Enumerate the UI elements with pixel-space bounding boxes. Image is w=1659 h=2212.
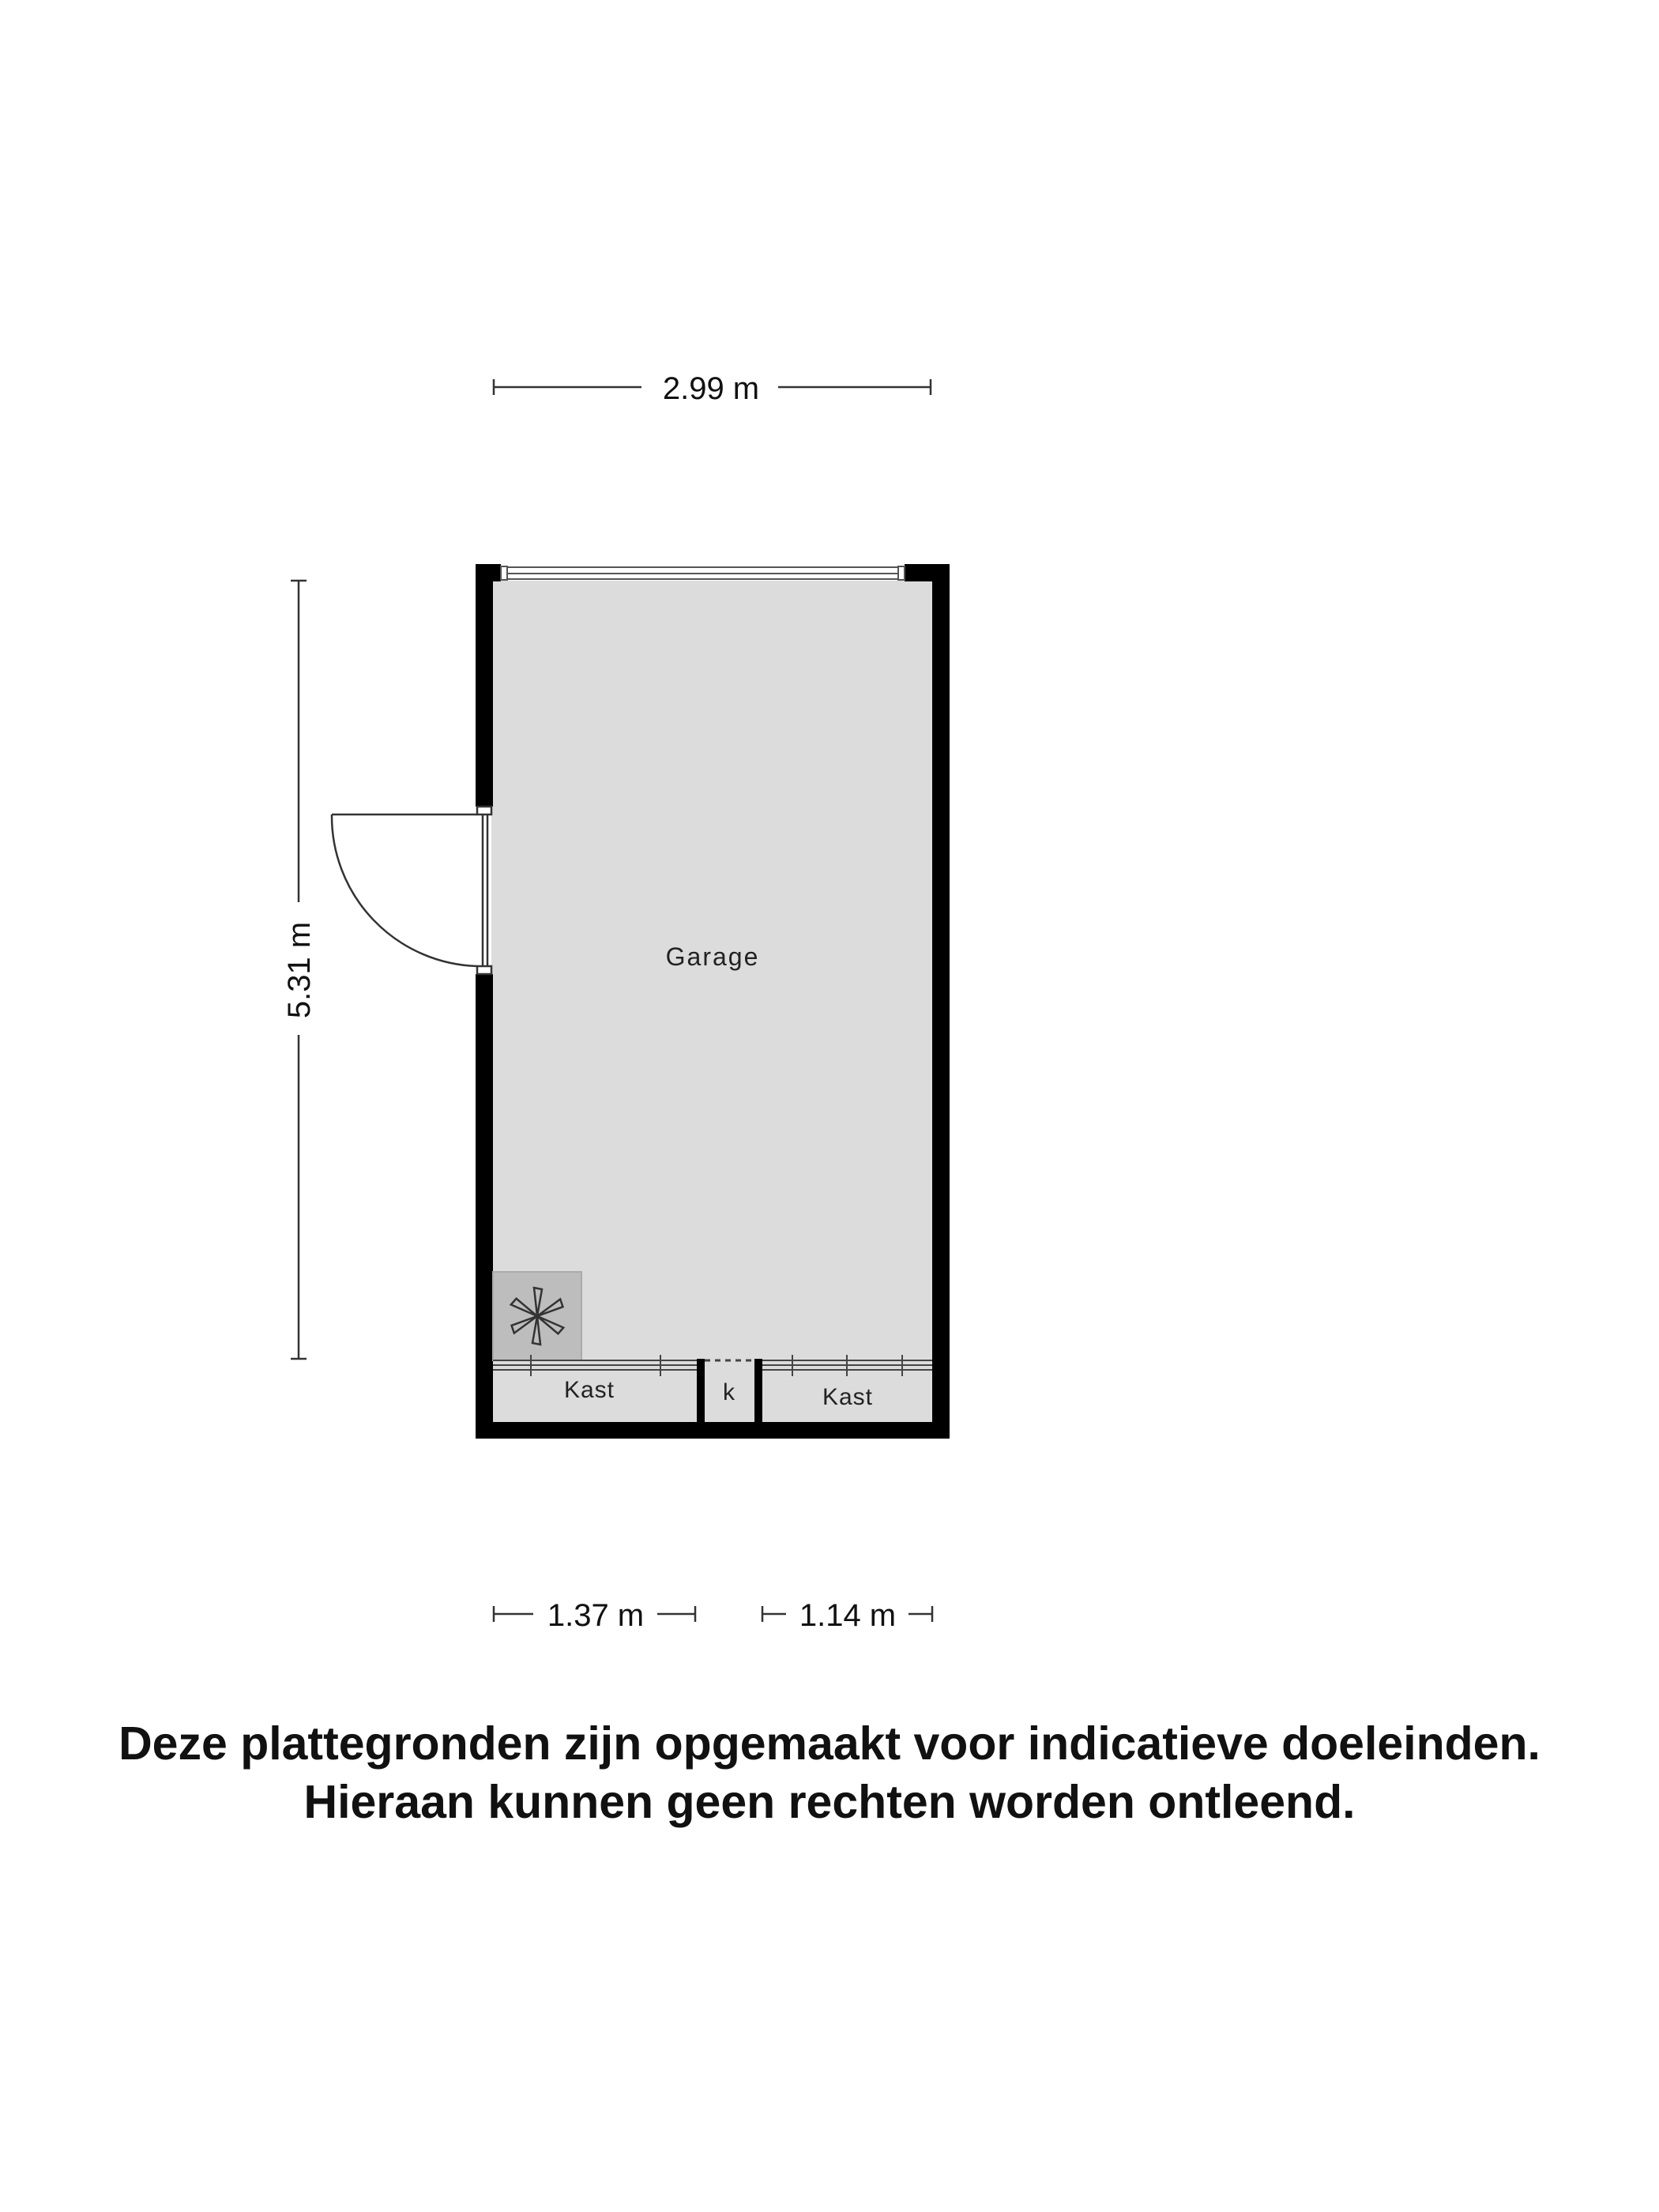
room-label-k: k bbox=[723, 1379, 735, 1405]
dimension-bottom-right-label: 1.14 m bbox=[799, 1598, 897, 1633]
top-opening bbox=[501, 566, 905, 580]
side-door bbox=[332, 807, 491, 974]
disclaimer-line-2: Hieraan kunnen geen rechten worden ontleend. bbox=[303, 1776, 1356, 1828]
room-label-kast-right: Kast bbox=[822, 1384, 874, 1410]
dimension-top-label: 2.99 m bbox=[662, 371, 760, 406]
dimension-left-label: 5.31 m bbox=[282, 921, 317, 1019]
room-label-kast-left: Kast bbox=[563, 1377, 615, 1403]
disclaimer bbox=[0, 1714, 1659, 1831]
dimension-bottom-left-label: 1.37 m bbox=[547, 1598, 645, 1633]
room-label-garage: Garage bbox=[665, 942, 760, 971]
disclaimer-line-1: Deze plattegronden zijn opgemaakt voor indicatieve doeleinden. bbox=[118, 1717, 1540, 1770]
